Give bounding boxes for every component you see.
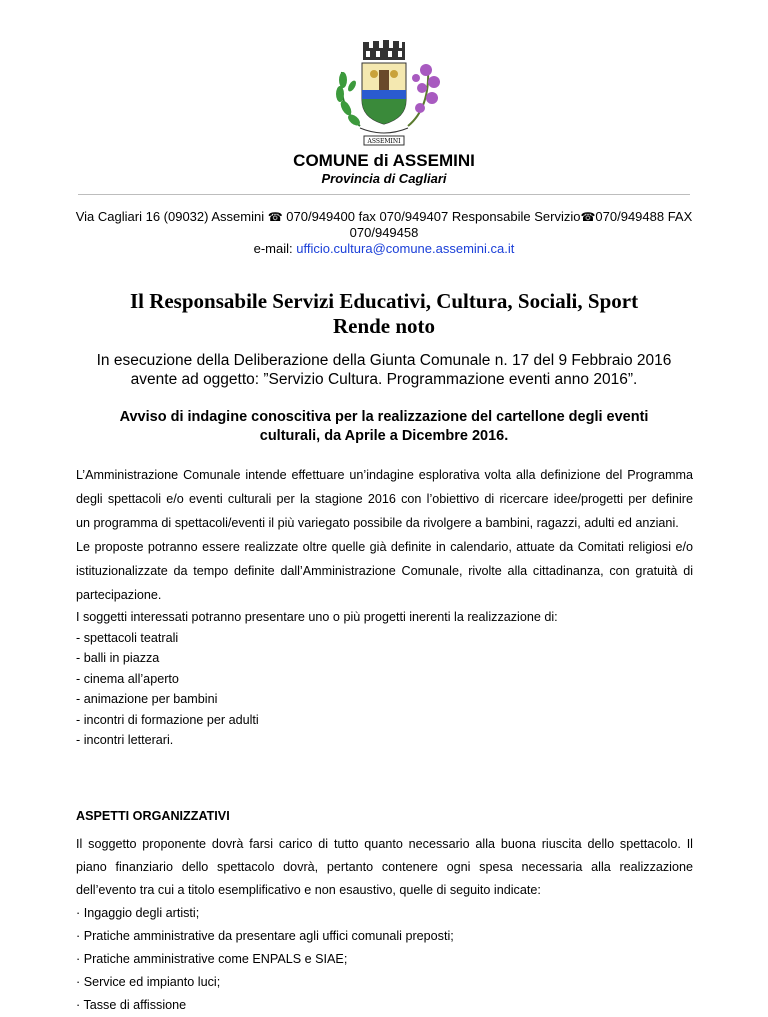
paragraph-line: dell’evento tra cui a titolo esemplificativo e non esaustivo, quelle di seguito indicate: <box>76 883 541 897</box>
notice-line-1: Avviso di indagine conoscitiva per la realizzazione del cartellone degli eventi <box>119 409 649 425</box>
paragraph-line: un programma di spettacoli/eventi il più variegato possibile da rivolgere a bambini, ragazzi, adulti ed anziani. <box>76 516 679 530</box>
paragraph-line: istituzionalizzate da tempo definite dall’Amministrazione Comunale, rivolte alla cittadinanza, con gratuità di <box>76 564 693 578</box>
list-item: - spettacoli teatrali <box>76 630 179 645</box>
list-item: - incontri letterari. <box>76 733 174 747</box>
intro-line-2: avente ad oggetto: ”Servizio Cultura. Programmazione eventi anno 2016”. <box>130 371 638 388</box>
header-divider <box>78 194 690 195</box>
telephone-icon: ☎ <box>580 210 596 224</box>
list-item: · Pratiche amministrative come ENPALS e SIAE; <box>76 952 348 966</box>
section-body <box>76 833 693 1017</box>
paragraph-line: piano finanziario dello spettacolo dovrà, pertanto contenere ogni spesa necessaria alla realizzazione <box>76 860 693 874</box>
paragraph-line: I soggetti interessati potranno presentare uno o più progetti inerenti la realizzazione di: <box>76 610 558 624</box>
paragraph-line: Le proposte potranno essere realizzate oltre quelle già definite in calendario, attuate da Comitati religiosi e/o <box>76 540 693 554</box>
paragraph-line: partecipazione. <box>76 588 162 602</box>
comune-name: COMUNE di ASSEMINI <box>293 151 475 170</box>
list-item: - cinema all’aperto <box>76 671 179 686</box>
section-heading: ASPETTI ORGANIZZATIVI <box>76 809 230 823</box>
email-link[interactable]: ufficio.cultura@comune.assemini.ca.it <box>296 241 515 256</box>
paragraph-line: Il soggetto proponente dovrà farsi carico di tutto quanto necessario alla buona riuscita dello spettacolo. Il <box>76 837 693 851</box>
list-item: · Pratiche amministrative da presentare agli uffici comunali preposti; <box>76 929 454 943</box>
intro-line-1: In esecuzione della Deliberazione della Giunta Comunale n. 17 del 9 Febbraio 2016 <box>96 352 672 369</box>
list-item: · Service ed impianto luci; <box>76 975 221 989</box>
intro-text <box>60 351 708 389</box>
notice-line-2: culturali, da Aprile a Dicembre 2016. <box>259 428 509 444</box>
email-label: e-mail: <box>253 241 297 256</box>
service-phone-text: 070/949488 FAX <box>595 209 693 224</box>
address-text: Via Cagliari 16 (09032) Assemini <box>75 209 268 224</box>
list-item: · Ingaggio degli artisti; <box>76 906 200 920</box>
telephone-icon: ☎ <box>267 210 283 224</box>
title-line-2: Rende noto <box>332 314 436 338</box>
paragraph-line: L’Amministrazione Comunale intende effettuare un’indagine esplorativa volta alla definizione del Programma <box>76 468 693 482</box>
notice-title <box>70 408 698 446</box>
list-item: - balli in piazza <box>76 651 160 665</box>
province-name: Provincia di Cagliari <box>321 171 447 186</box>
list-item: · Tasse di affissione <box>76 998 187 1012</box>
list-item: - incontri di formazione per adulti <box>76 712 259 727</box>
paragraph-line: degli spettacoli e/o eventi culturali per la stagione 2016 con l’obiettivo di ricercare idee/progetti per definire <box>76 492 693 506</box>
title-line-1: Il Responsabile Servizi Educativi, Cultura, Sociali, Sport <box>129 289 639 313</box>
phone-fax-text: 070/949400 fax 070/949407 Responsabile Servizio <box>282 209 581 224</box>
contact-block <box>60 209 708 257</box>
coat-of-arms-icon <box>316 38 452 148</box>
list-item: - animazione per bambini <box>76 692 218 706</box>
document-title <box>0 289 768 339</box>
body-text <box>76 463 693 751</box>
fax-number-text: 070/949458 <box>349 225 419 240</box>
crest-banner-text: ASSEMINI <box>367 138 401 145</box>
